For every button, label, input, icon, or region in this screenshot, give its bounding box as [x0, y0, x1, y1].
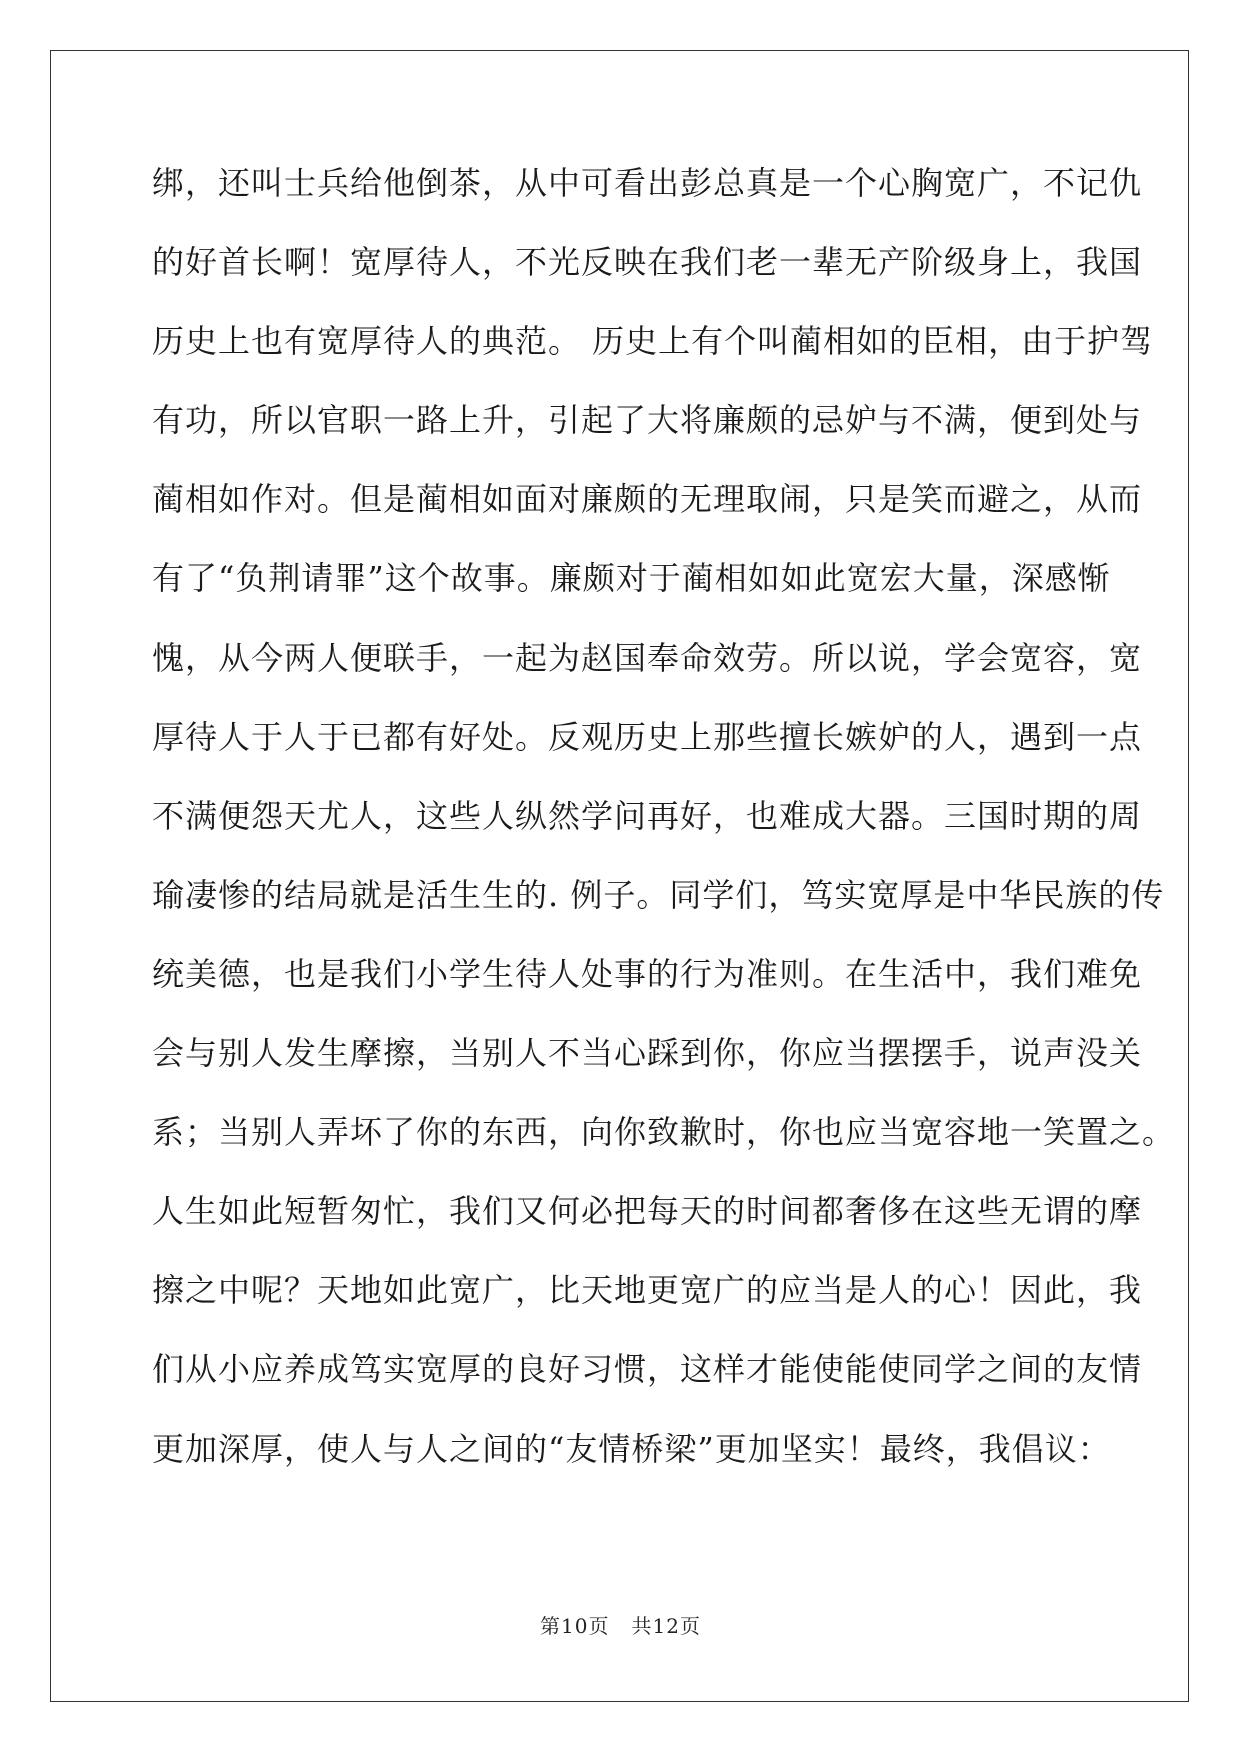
document-body [152, 163, 1176, 1508]
text-line: 们从小应养成笃实宽厚的良好习惯，这样才能使能使同学之间的友情 [152, 1350, 1143, 1389]
text-line: 有了“负荆请罪”这个故事。廉颇对于蔺相如如此宽宏大量，深感惭 [152, 559, 1111, 598]
page-footer [0, 1610, 1241, 1639]
page-total: 共12页 [631, 1614, 701, 1638]
text-line: 系；当别人弄坏了你的东西，向你致歉时，你也应当宽容地一笑置之。 [152, 1113, 1176, 1152]
text-line: 擦之中呢？天地如此宽广，比天地更宽广的应当是人的心！因此，我 [152, 1271, 1143, 1310]
page-number: 第10页 [540, 1614, 610, 1638]
text-line: 瑜凄惨的结局就是活生生的. 例子。同学们，笃实宽厚是中华民族的传 [152, 875, 1165, 914]
text-line: 人生如此短暂匆忙，我们又何必把每天的时间都奢侈在这些无谓的摩 [152, 1192, 1143, 1231]
text-line: 历史上也有宽厚待人的典范。 历史上有个叫蔺相如的臣相，由于护驾 [152, 322, 1154, 361]
text-line: 愧，从今两人便联手，一起为赵国奉命效劳。所以说，学会宽容，宽 [152, 638, 1143, 677]
text-line: 不满便怨天尤人，这些人纵然学问再好，也难成大器。三国时期的周 [152, 796, 1143, 835]
text-line: 的好首长啊！宽厚待人，不光反映在我们老一辈无产阶级身上，我国 [152, 243, 1143, 282]
text-line: 蔺相如作对。但是蔺相如面对廉颇的无理取闹，只是笑而避之，从而 [152, 480, 1143, 519]
text-line: 厚待人于人于已都有好处。反观历史上那些擅长嫉妒的人，遇到一点 [152, 717, 1143, 756]
text-line: 更加深厚，使人与人之间的“友情桥梁”更加坚实！最终，我倡议： [152, 1429, 1111, 1468]
text-line: 有功，所以官职一路上升，引起了大将廉颇的忌妒与不满，便到处与 [152, 401, 1143, 440]
text-line: 统美德，也是我们小学生待人处事的行为准则。在生活中，我们难免 [152, 954, 1143, 993]
text-line: 绑，还叫士兵给他倒茶，从中可看出彭总真是一个心胸宽广，不记仇 [152, 164, 1143, 202]
text-line: 会与别人发生摩擦，当别人不当心踩到你，你应当摆摆手，说声没关 [152, 1034, 1143, 1073]
